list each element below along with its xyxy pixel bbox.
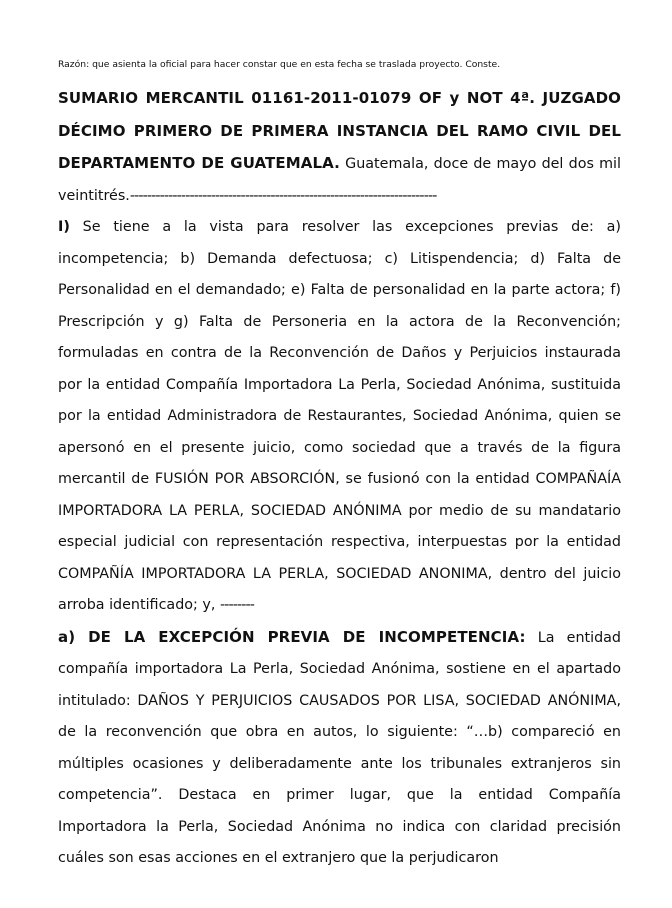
section-a-text: La entidad compañía importadora La Perla, Sociedad Anónima, sostiene en el apartado intitulado: DAÑOS Y PERJUICIOS CAUSADOS POR LISA, SOCIEDAD ANÓNIMA, de la reconvención que obra en autos, lo siguiente: “…b) compareció en múltiples ocasiones y deliberadamente ante los tribunales extranjeros sin competencia”. Destaca en primer lugar, que la entidad Compañía Importadora la Perla, Sociedad Anónima no indica con claridad precisión cuáles son esas acciones en el extranjero que la perjudicaron	[58, 629, 621, 866]
razon-note: Razón: que asienta la oficial para hacer constar que en esta fecha se traslada proyecto. Conste.	[58, 59, 501, 70]
section-a-heading: a) DE LA EXCEPCIÓN PREVIA DE INCOMPETENCIA:	[58, 627, 526, 646]
date-dash-fill: ------------------------------------------------------------------------	[129, 187, 437, 204]
section-one-text: Se tiene a la vista para resolver las excepciones previas de: a) incompetencia; b) Demanda defectuosa; c) Litispendencia; d) Falta de Personalidad en el demandado; e) Falta de personalidad en la parte actora; f) Prescripción y g) Falta de Personeria en la actora de la Reconvención; formuladas en contra de la Reconvención de Daños y Perjuicios instaurada por la entidad Compañía Importadora La Perla, Sociedad Anónima, sustituida por la entidad Administradora de Restaurantes, Sociedad Anónima, quien se apersonó en el presente juicio, como sociedad que a través de la figura mercantil de FUSIÓN POR ABSORCIÓN, se fusionó con la entidad COMPAÑAÍA IMPORTADORA LA PERLA, SOCIEDAD ANÓNIMA por medio de su mandatario especial judicial con representación respectiva, interpuestas por la entidad COMPAÑÍA IMPORTADORA LA PERLA, SOCIEDAD ANONIMA, dentro del juicio arroba identificado; y,	[58, 219, 621, 613]
case-title: SUMARIO MERCANTIL 01161-2011-01079 OF y NOT 4ª. JUZGADO DÉCIMO PRIMERO DE PRIMERA INSTANCIA DEL RAMO CIVIL DEL DEPARTAMENTO DE GUATEMALA.	[58, 89, 621, 172]
section-one-label: I)	[58, 219, 70, 235]
section-a-paragraph	[58, 622, 621, 875]
section-one-paragraph	[58, 212, 621, 622]
resolution-header	[58, 83, 621, 212]
section-one-dash-fill: --------	[219, 597, 255, 613]
resolution-date: Guatemala, doce de mayo del dos mil veintitrés.	[58, 156, 621, 204]
document-page	[58, 58, 621, 875]
